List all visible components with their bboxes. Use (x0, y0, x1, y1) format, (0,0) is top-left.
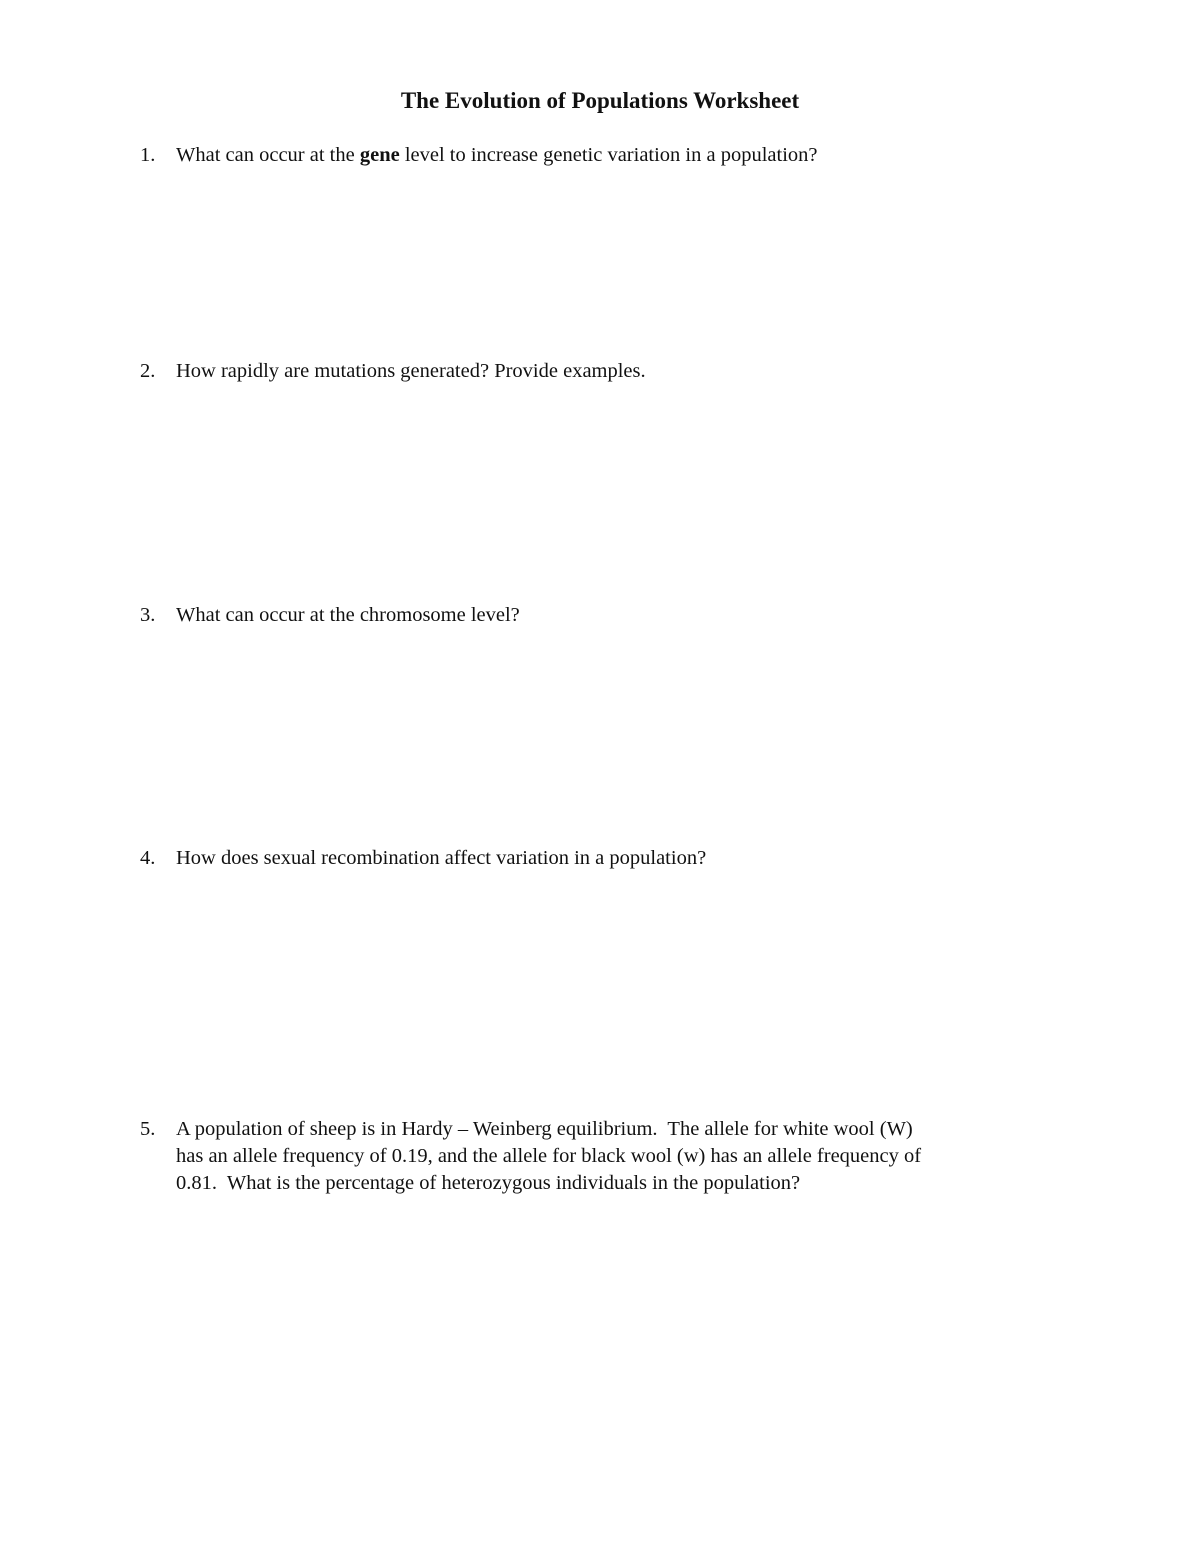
question-text: How rapidly are mutations generated? Provide examples. (176, 360, 646, 382)
question-text: What can occur at the gene level to increase genetic variation in a population? (176, 144, 818, 166)
emphasized-word: gene (359, 144, 400, 166)
question-line: A population of sheep is in Hardy – Weinberg equilibrium. The allele for white wool (W) (176, 1118, 913, 1140)
question-text: How does sexual recombination affect variation in a population? (176, 847, 707, 869)
question-text (176, 1116, 1056, 1197)
question-line: has an allele frequency of 0.19, and the allele for black wool (w) has an allele frequency of (176, 1145, 922, 1167)
worksheet-title: The Evolution of Populations Worksheet (400, 88, 800, 113)
question-line: 0.81. What is the percentage of heterozygous individuals in the population? (176, 1172, 801, 1194)
question-text: What can occur at the chromosome level? (176, 604, 520, 626)
question-number: 4. (140, 847, 156, 869)
question-number: 3. (140, 604, 156, 626)
question-number: 5. (140, 1118, 156, 1140)
question-number: 1. (140, 144, 156, 166)
question-number: 2. (140, 360, 156, 382)
